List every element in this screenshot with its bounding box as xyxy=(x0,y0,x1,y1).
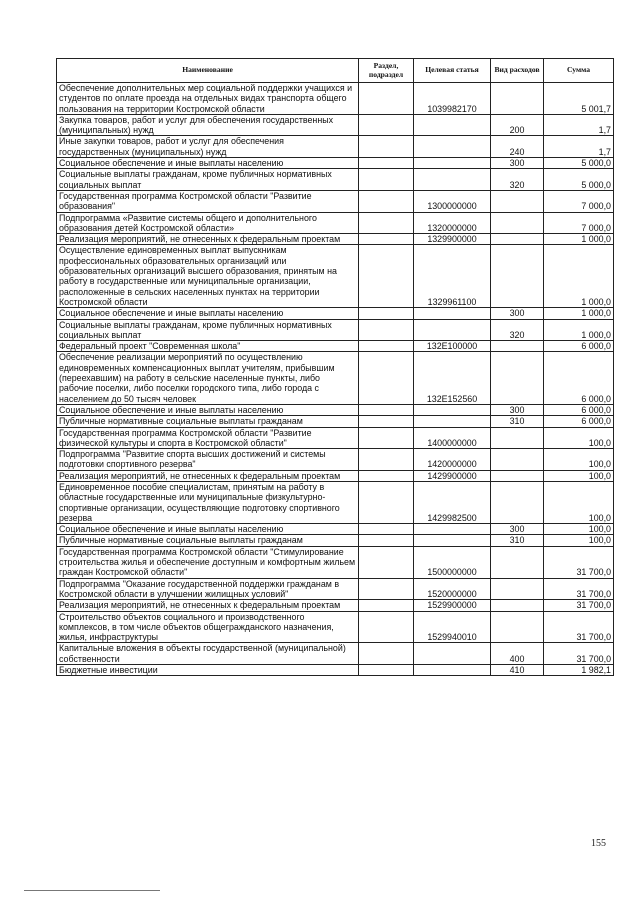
table-row xyxy=(57,535,614,546)
table-row xyxy=(57,611,614,643)
cell-type: 320 xyxy=(491,169,544,191)
cell-section xyxy=(359,190,414,212)
table-row xyxy=(57,481,614,523)
cell-section xyxy=(359,234,414,245)
cell-name: Осуществление единовременных выплат выпускникам профессиональных образовательных организаций или образовательных организаций высшего образования, принятым на работу в государственные или муниципальные организации, расположенные в сельских населенных пунктах на территории Костромской области xyxy=(57,245,359,308)
cell-sum: 5 000,0 xyxy=(544,169,614,191)
cell-sum: 1 000,0 xyxy=(544,234,614,245)
cell-name: Обеспечение дополнительных мер социальной поддержки учащихся и студентов по оплате проезда на отдельных видах транспорта общего пользования на территории Костромской области xyxy=(57,83,359,115)
cell-section xyxy=(359,158,414,169)
footer-divider xyxy=(24,890,160,891)
cell-target xyxy=(414,136,491,158)
cell-name: Реализация мероприятий, не отнесенных к федеральным проектам xyxy=(57,600,359,611)
cell-name: Социальное обеспечение и иные выплаты населению xyxy=(57,404,359,415)
cell-section xyxy=(359,308,414,319)
table-row xyxy=(57,416,614,427)
page-number: 155 xyxy=(591,838,606,849)
cell-section xyxy=(359,319,414,341)
cell-name: Социальные выплаты гражданам, кроме публичных нормативных социальных выплат xyxy=(57,169,359,191)
cell-target: 1329900000 xyxy=(414,234,491,245)
table-row xyxy=(57,546,614,578)
cell-type xyxy=(491,470,544,481)
cell-name: Публичные нормативные социальные выплаты гражданам xyxy=(57,535,359,546)
cell-section xyxy=(359,481,414,523)
cell-target xyxy=(414,665,491,676)
table-row xyxy=(57,245,614,308)
cell-sum: 100,0 xyxy=(544,524,614,535)
cell-target: 1520000000 xyxy=(414,578,491,600)
cell-name: Иные закупки товаров, работ и услуг для обеспечения государственных (муниципальных) нужд xyxy=(57,136,359,158)
cell-sum: 31 700,0 xyxy=(544,611,614,643)
cell-name: Реализация мероприятий, не отнесенных к федеральным проектам xyxy=(57,234,359,245)
cell-target xyxy=(414,404,491,415)
cell-sum: 5 000,0 xyxy=(544,158,614,169)
cell-name: Государственная программа Костромской области "Развитие физической культуры и спорта в Костромской области" xyxy=(57,427,359,449)
cell-target xyxy=(414,319,491,341)
cell-name: Закупка товаров, работ и услуг для обеспечения государственных (муниципальных) нужд xyxy=(57,114,359,136)
cell-type xyxy=(491,352,544,404)
cell-target: 1039982170 xyxy=(414,83,491,115)
cell-section xyxy=(359,535,414,546)
cell-section xyxy=(359,404,414,415)
cell-type xyxy=(491,546,544,578)
cell-type: 300 xyxy=(491,308,544,319)
table-row xyxy=(57,341,614,352)
cell-sum: 31 700,0 xyxy=(544,600,614,611)
cell-type xyxy=(491,212,544,234)
cell-sum: 6 000,0 xyxy=(544,404,614,415)
budget-table xyxy=(56,58,614,676)
cell-target: 1320000000 xyxy=(414,212,491,234)
cell-section xyxy=(359,643,414,665)
cell-target: 1500000000 xyxy=(414,546,491,578)
table-row xyxy=(57,524,614,535)
cell-type xyxy=(491,449,544,471)
cell-target xyxy=(414,158,491,169)
header-section: Раздел, подраздел xyxy=(359,59,414,83)
cell-sum: 1,7 xyxy=(544,136,614,158)
cell-target xyxy=(414,114,491,136)
cell-sum: 5 001,7 xyxy=(544,83,614,115)
cell-sum: 31 700,0 xyxy=(544,546,614,578)
table-header-row xyxy=(57,59,614,83)
table-row xyxy=(57,212,614,234)
cell-name: Бюджетные инвестиции xyxy=(57,665,359,676)
cell-type: 410 xyxy=(491,665,544,676)
cell-name: Государственная программа Костромской области "Развитие образования" xyxy=(57,190,359,212)
cell-type xyxy=(491,611,544,643)
cell-section xyxy=(359,470,414,481)
cell-sum: 31 700,0 xyxy=(544,643,614,665)
table-row xyxy=(57,578,614,600)
cell-sum: 1 000,0 xyxy=(544,308,614,319)
cell-section xyxy=(359,245,414,308)
cell-type xyxy=(491,600,544,611)
cell-sum: 6 000,0 xyxy=(544,416,614,427)
cell-name: Социальное обеспечение и иные выплаты населению xyxy=(57,524,359,535)
cell-section xyxy=(359,341,414,352)
header-sum: Сумма xyxy=(544,59,614,83)
cell-sum: 100,0 xyxy=(544,470,614,481)
cell-target: 1420000000 xyxy=(414,449,491,471)
table-row xyxy=(57,114,614,136)
cell-name: Социальное обеспечение и иные выплаты населению xyxy=(57,158,359,169)
cell-sum: 100,0 xyxy=(544,449,614,471)
cell-section xyxy=(359,427,414,449)
cell-type xyxy=(491,190,544,212)
table-row xyxy=(57,308,614,319)
cell-target: 1529900000 xyxy=(414,600,491,611)
cell-section xyxy=(359,600,414,611)
cell-name: Капитальные вложения в объекты государственной (муниципальной) собственности xyxy=(57,643,359,665)
cell-section xyxy=(359,665,414,676)
cell-sum: 31 700,0 xyxy=(544,578,614,600)
cell-name: Государственная программа Костромской области "Стимулирование строительства жилья и обеспечение доступным и комфортным жильем граждан Костромской области" xyxy=(57,546,359,578)
cell-type xyxy=(491,83,544,115)
cell-type: 310 xyxy=(491,535,544,546)
cell-type xyxy=(491,427,544,449)
cell-target xyxy=(414,643,491,665)
cell-target: 1429900000 xyxy=(414,470,491,481)
cell-sum: 1 982,1 xyxy=(544,665,614,676)
cell-target xyxy=(414,416,491,427)
cell-type xyxy=(491,341,544,352)
cell-type xyxy=(491,245,544,308)
cell-section xyxy=(359,611,414,643)
cell-section xyxy=(359,136,414,158)
table-row xyxy=(57,600,614,611)
cell-target: 132Е100000 xyxy=(414,341,491,352)
cell-target xyxy=(414,308,491,319)
cell-target: 1529940010 xyxy=(414,611,491,643)
table-row xyxy=(57,427,614,449)
cell-section xyxy=(359,546,414,578)
table-row xyxy=(57,83,614,115)
cell-section xyxy=(359,169,414,191)
table-row xyxy=(57,470,614,481)
cell-section xyxy=(359,352,414,404)
cell-type xyxy=(491,481,544,523)
cell-section xyxy=(359,212,414,234)
cell-type xyxy=(491,234,544,245)
cell-type: 300 xyxy=(491,404,544,415)
cell-sum: 1,7 xyxy=(544,114,614,136)
cell-target: 1300000000 xyxy=(414,190,491,212)
table-row xyxy=(57,169,614,191)
cell-section xyxy=(359,524,414,535)
cell-sum: 100,0 xyxy=(544,535,614,546)
cell-target xyxy=(414,169,491,191)
cell-section xyxy=(359,416,414,427)
cell-target: 1329961100 xyxy=(414,245,491,308)
cell-name: Социальные выплаты гражданам, кроме публичных нормативных социальных выплат xyxy=(57,319,359,341)
cell-sum: 1 000,0 xyxy=(544,319,614,341)
cell-sum: 6 000,0 xyxy=(544,341,614,352)
table-row xyxy=(57,234,614,245)
cell-name: Реализация мероприятий, не отнесенных к федеральным проектам xyxy=(57,470,359,481)
cell-sum: 7 000,0 xyxy=(544,190,614,212)
cell-type: 300 xyxy=(491,158,544,169)
cell-type: 310 xyxy=(491,416,544,427)
cell-name: Обеспечение реализации мероприятий по осуществлению единовременных компенсационных выплат учителям, прибывшим (переехавшим) на работу в сельские населенные пункты, либо рабочие поселки, либо поселки городского типа, либо города с населением до 50 тысяч человек xyxy=(57,352,359,404)
cell-type: 320 xyxy=(491,319,544,341)
cell-type: 300 xyxy=(491,524,544,535)
table-row xyxy=(57,643,614,665)
cell-name: Подпрограмма «Развитие системы общего и дополнительного образования детей Костромской области» xyxy=(57,212,359,234)
table-body xyxy=(57,83,614,676)
cell-name: Подпрограмма "Развитие спорта высших достижений и системы подготовки спортивного резерва" xyxy=(57,449,359,471)
header-target: Целевая статья xyxy=(414,59,491,83)
cell-sum: 7 000,0 xyxy=(544,212,614,234)
cell-name: Подпрограмма "Оказание государственной поддержки гражданам в Костромской области в улучшении жилищных условий" xyxy=(57,578,359,600)
cell-name: Социальное обеспечение и иные выплаты населению xyxy=(57,308,359,319)
cell-name: Единовременное пособие специалистам, принятым на работу в областные государственные или муниципальные физкультурно-спортивные организации, осуществляющие подготовку спортивного резерва xyxy=(57,481,359,523)
cell-name: Публичные нормативные социальные выплаты гражданам xyxy=(57,416,359,427)
cell-section xyxy=(359,83,414,115)
header-type: Вид расходов xyxy=(491,59,544,83)
cell-target xyxy=(414,535,491,546)
table-row xyxy=(57,158,614,169)
cell-type xyxy=(491,578,544,600)
table-row xyxy=(57,665,614,676)
table-row xyxy=(57,190,614,212)
cell-sum: 6 000,0 xyxy=(544,352,614,404)
cell-section xyxy=(359,578,414,600)
cell-type: 200 xyxy=(491,114,544,136)
table-row xyxy=(57,449,614,471)
cell-type: 400 xyxy=(491,643,544,665)
cell-type: 240 xyxy=(491,136,544,158)
cell-target: 1429982500 xyxy=(414,481,491,523)
cell-target: 1400000000 xyxy=(414,427,491,449)
cell-section xyxy=(359,449,414,471)
cell-target: 132Е152560 xyxy=(414,352,491,404)
cell-name: Федеральный проект "Современная школа" xyxy=(57,341,359,352)
cell-name: Строительство объектов социального и производственного комплексов, в том числе объектов общегражданского назначения, жилья, инфраструктуры xyxy=(57,611,359,643)
table-row xyxy=(57,352,614,404)
cell-sum: 100,0 xyxy=(544,427,614,449)
table-row xyxy=(57,319,614,341)
header-name: Наименование xyxy=(57,59,359,83)
table-row xyxy=(57,404,614,415)
cell-sum: 100,0 xyxy=(544,481,614,523)
cell-target xyxy=(414,524,491,535)
table-row xyxy=(57,136,614,158)
cell-section xyxy=(359,114,414,136)
cell-sum: 1 000,0 xyxy=(544,245,614,308)
